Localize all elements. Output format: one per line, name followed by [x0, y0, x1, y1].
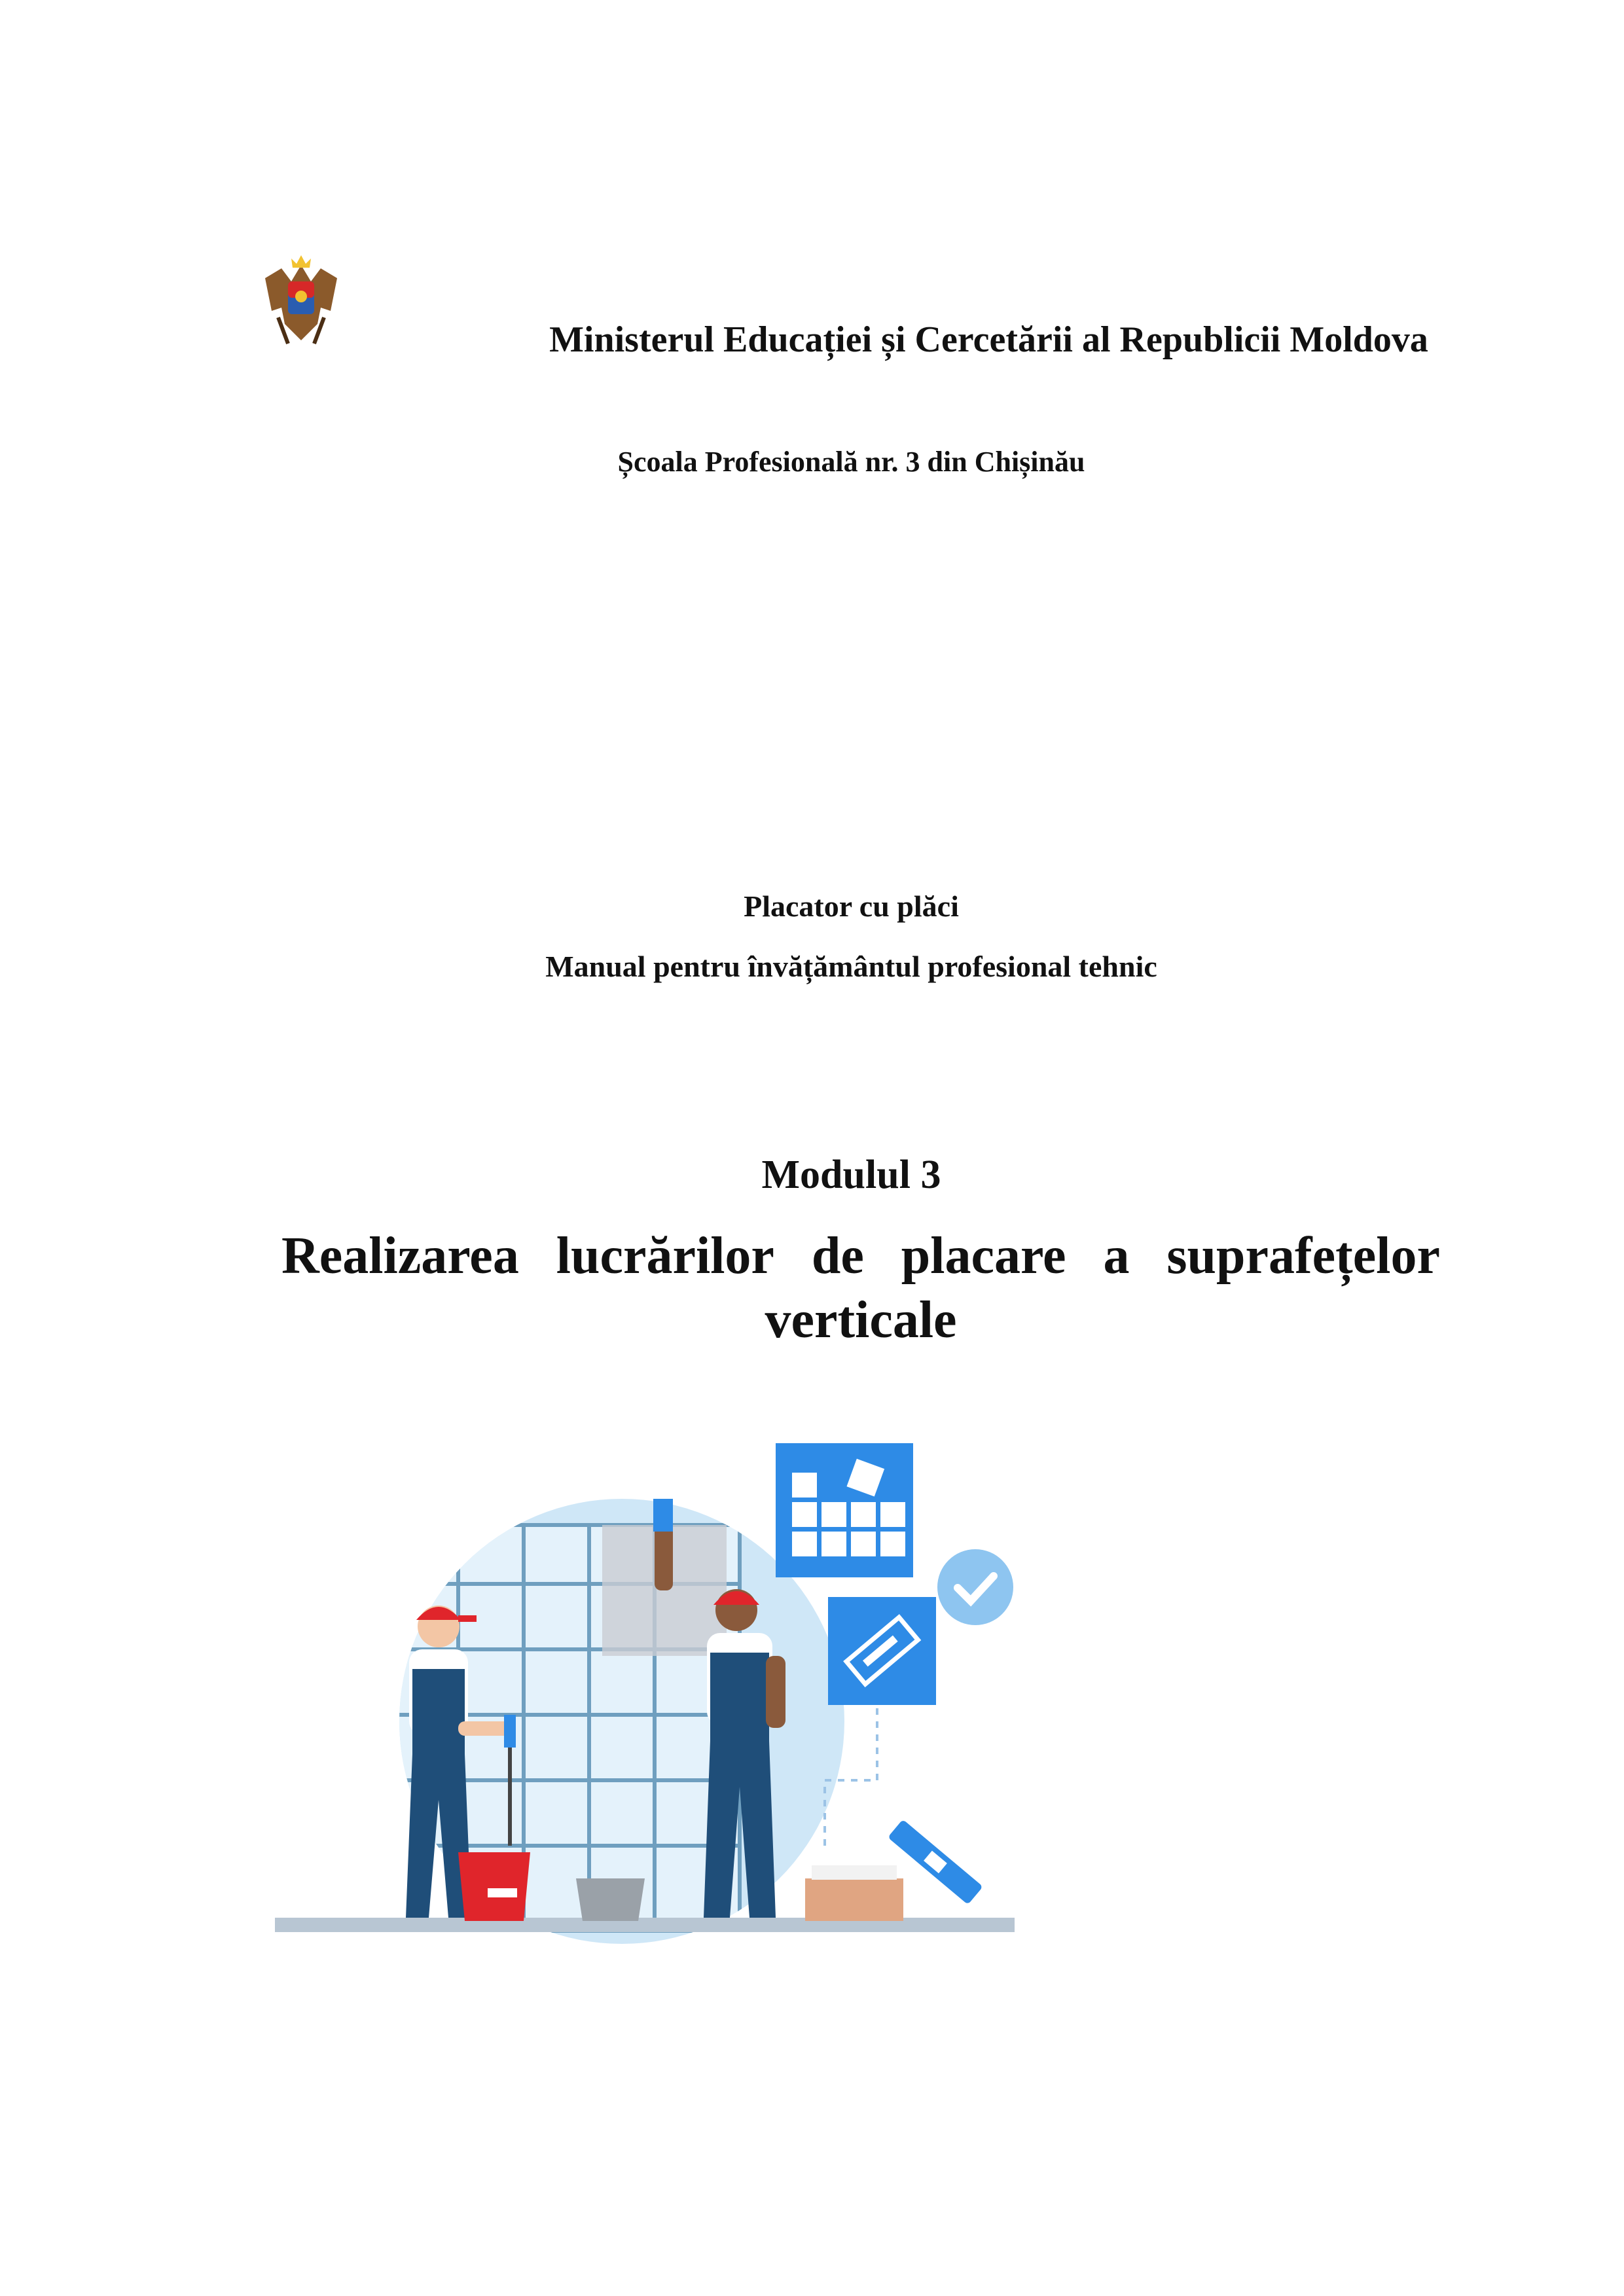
check-icon: [937, 1549, 1013, 1625]
ministry-name: Ministerul Educației și Cercetării al Republicii Moldova: [549, 319, 1428, 360]
module-number: Modulul 3: [761, 1153, 941, 1197]
title-word: suprafețelor: [1166, 1227, 1440, 1285]
module-title: [281, 1224, 1440, 1352]
trowel-icon: [828, 1597, 936, 1705]
profession-title: Placator cu plăci: [744, 889, 959, 923]
module-title-line-1: [281, 1224, 1440, 1288]
title-word: lucrărilor: [556, 1227, 774, 1285]
title-word: placare: [901, 1227, 1066, 1285]
title-word: a: [1103, 1227, 1130, 1285]
module-title-line-2: verticale: [765, 1291, 957, 1349]
tiles-icon: [776, 1443, 913, 1577]
title-word: de: [811, 1227, 864, 1285]
school-name: Școala Profesională nr. 3 din Chișinău: [617, 446, 1085, 478]
tilers-at-work-illustration: [262, 1433, 1047, 1944]
title-word: Realizarea: [281, 1227, 519, 1285]
manual-subtitle: Manual pentru învățământul profesional tehnic: [545, 950, 1157, 983]
